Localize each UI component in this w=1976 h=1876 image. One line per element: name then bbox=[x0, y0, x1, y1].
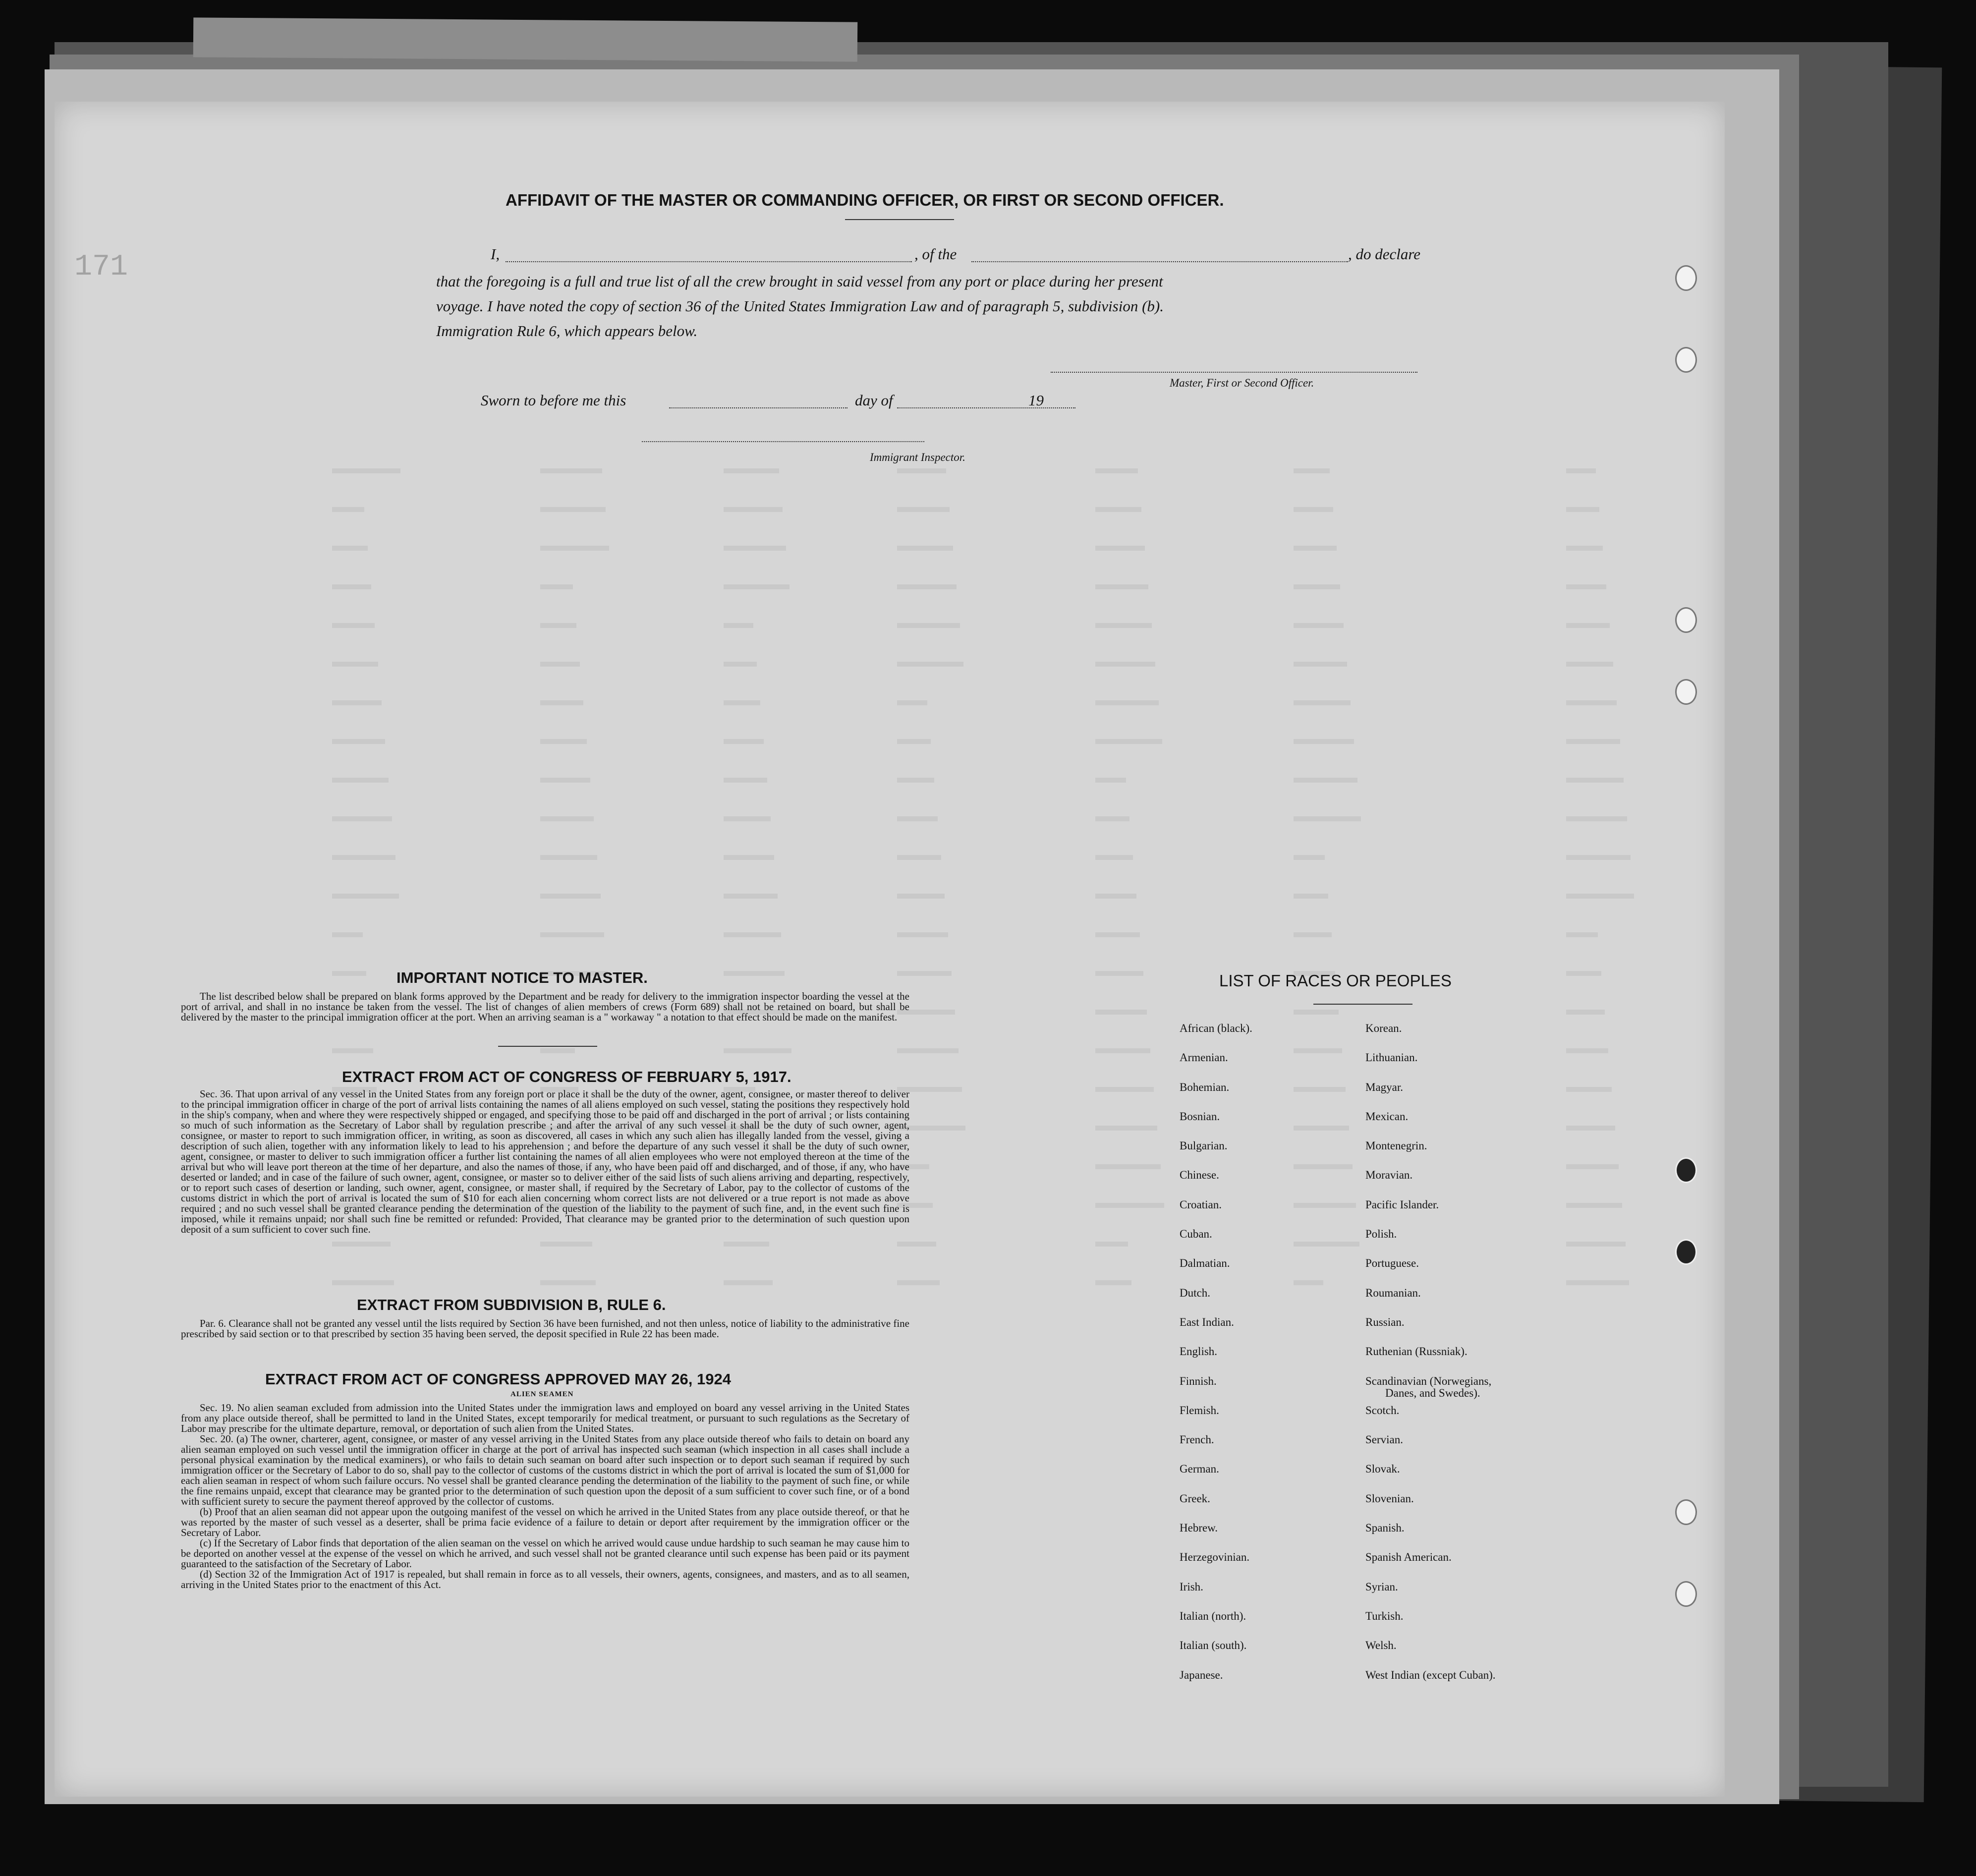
bleed-mark bbox=[540, 662, 580, 667]
race-item: Dalmatian. bbox=[1180, 1257, 1230, 1270]
affidavit-i-label: I, bbox=[491, 245, 500, 263]
bleed-mark bbox=[1566, 1242, 1626, 1247]
bleed-mark bbox=[332, 932, 363, 937]
bleed-mark bbox=[1095, 584, 1148, 589]
race-item: Slovenian. bbox=[1365, 1492, 1414, 1505]
bleed-mark bbox=[1294, 855, 1325, 860]
race-item: Bulgarian. bbox=[1180, 1139, 1228, 1152]
race-item: Cuban. bbox=[1180, 1228, 1212, 1241]
bleed-mark bbox=[724, 662, 757, 667]
race-item: Montenegrin. bbox=[1365, 1139, 1427, 1152]
punch-hole bbox=[1675, 1581, 1697, 1607]
manifest-page bbox=[55, 102, 1725, 1797]
bleed-mark bbox=[1095, 1010, 1147, 1015]
bleed-mark bbox=[724, 507, 783, 512]
bleed-mark bbox=[1566, 1164, 1619, 1169]
race-item: Irish. bbox=[1180, 1580, 1203, 1593]
bleed-mark bbox=[1566, 1048, 1608, 1053]
race-item: Croatian. bbox=[1180, 1198, 1222, 1211]
notice-paragraph: The list described below shall be prepared on blank forms approved by the Department and be ready for delivery to the immigration inspector boarding the vessel at the port of arrival, and shall in no instance be taken from the vessel. The list of changes of alien members of crews (Form 689) shall not be retained on board, but shall be delivered by the master to the principal immigration officer at the port. When an arriving seaman is a " workaway " a notation to that effect should be made on the manifest. bbox=[181, 990, 909, 1023]
day-of-label: day of bbox=[855, 392, 893, 409]
race-item: Armenian. bbox=[1180, 1051, 1228, 1064]
bleed-mark bbox=[1294, 700, 1351, 705]
sworn-day-field[interactable] bbox=[669, 407, 847, 408]
race-item: Lithuanian. bbox=[1365, 1051, 1418, 1064]
bleed-mark bbox=[1095, 1280, 1131, 1285]
race-item: Chinese. bbox=[1180, 1169, 1219, 1182]
bleed-mark bbox=[897, 623, 960, 628]
affidavit-body-line3: Immigration Rule 6, which appears below. bbox=[436, 322, 698, 340]
bleed-mark bbox=[1566, 507, 1599, 512]
bleed-mark bbox=[1095, 1048, 1150, 1053]
race-item: Korean. bbox=[1365, 1022, 1402, 1034]
bleed-mark bbox=[332, 584, 371, 589]
sworn-month-field[interactable] bbox=[897, 407, 1075, 408]
bleed-mark bbox=[897, 700, 927, 705]
race-item: Welsh. bbox=[1365, 1639, 1397, 1652]
bleed-mark bbox=[897, 816, 938, 821]
bleed-mark bbox=[332, 468, 400, 473]
bleed-mark bbox=[1566, 1203, 1622, 1208]
bleed-mark bbox=[540, 1280, 596, 1285]
race-item: Portuguese. bbox=[1365, 1257, 1419, 1270]
bleed-mark bbox=[540, 468, 602, 473]
section-rule bbox=[498, 1046, 597, 1047]
bleed-mark bbox=[897, 662, 963, 667]
race-item: African (black). bbox=[1180, 1022, 1252, 1034]
bleed-mark bbox=[1095, 623, 1152, 628]
bleed-mark bbox=[1095, 816, 1129, 821]
races-left-column bbox=[1180, 1023, 1252, 1699]
bleed-mark bbox=[1294, 1087, 1346, 1092]
bleed-mark bbox=[897, 546, 953, 551]
bleed-mark bbox=[1566, 662, 1613, 667]
extract-1924-title: EXTRACT FROM ACT OF CONGRESS APPROVED MAY 26, 1924 bbox=[265, 1370, 731, 1388]
title-rule bbox=[845, 219, 954, 220]
bleed-mark bbox=[724, 778, 767, 783]
officer-signature-line[interactable] bbox=[1051, 372, 1417, 373]
bleed-mark bbox=[1294, 1280, 1323, 1285]
bleed-mark bbox=[332, 1280, 394, 1285]
race-item: Scotch. bbox=[1365, 1404, 1400, 1417]
margin-number: 171 bbox=[74, 250, 128, 284]
bleed-mark bbox=[332, 739, 385, 744]
bleed-mark bbox=[1566, 932, 1598, 937]
bleed-mark bbox=[540, 546, 609, 551]
bleed-mark bbox=[540, 855, 597, 860]
bleed-mark bbox=[332, 623, 375, 628]
bleed-mark bbox=[332, 971, 366, 976]
race-item: Moravian. bbox=[1365, 1169, 1413, 1182]
bleed-mark bbox=[1566, 1280, 1629, 1285]
sheet-tab bbox=[193, 17, 858, 61]
bleed-mark bbox=[332, 546, 368, 551]
bleed-mark bbox=[1095, 1203, 1164, 1208]
race-item: English. bbox=[1180, 1345, 1218, 1358]
alien-seamen-subtitle: ALIEN SEAMEN bbox=[510, 1390, 574, 1398]
bleed-mark bbox=[724, 1242, 769, 1247]
name-field[interactable] bbox=[506, 261, 912, 262]
bleed-mark bbox=[724, 816, 771, 821]
bleed-mark bbox=[724, 623, 753, 628]
vessel-field[interactable] bbox=[971, 261, 1348, 262]
bleed-mark bbox=[897, 971, 952, 976]
bleed-mark bbox=[897, 778, 934, 783]
bleed-mark bbox=[1095, 468, 1138, 473]
race-item: Herzegovinian. bbox=[1180, 1551, 1250, 1564]
bleed-mark bbox=[1294, 507, 1333, 512]
race-item: Flemish. bbox=[1180, 1404, 1219, 1417]
race-item: Magyar. bbox=[1365, 1080, 1404, 1093]
bleed-mark bbox=[332, 816, 392, 821]
bleed-mark bbox=[897, 584, 957, 589]
bleed-mark bbox=[332, 855, 395, 860]
bleed-mark bbox=[332, 700, 382, 705]
bleed-mark bbox=[1095, 546, 1145, 551]
race-item: East Indian. bbox=[1180, 1315, 1234, 1328]
bleed-mark bbox=[1294, 1242, 1359, 1247]
bleed-mark bbox=[1095, 1087, 1154, 1092]
sec19-paragraph: Sec. 19. No alien seaman excluded from admission into the United States under the immigration laws and employed on board any vessel arriving in the United States from any place outside thereof, shall be permitted to land in the United States, except temporarily for medical treatment, or pursuant to such regulations as the Secretary of Labor may prescribe for the ultimate departure, removal, or deportation of such alien from the United States. bbox=[181, 1402, 909, 1434]
race-item: Bohemian. bbox=[1180, 1080, 1230, 1093]
bleed-mark bbox=[1566, 546, 1603, 551]
bleed-mark bbox=[724, 971, 785, 976]
bleed-mark bbox=[1566, 700, 1617, 705]
bleed-mark bbox=[1095, 932, 1140, 937]
punch-hole bbox=[1675, 607, 1697, 633]
bleed-mark bbox=[724, 1048, 791, 1053]
sec20a-paragraph: Sec. 20. (a) The owner, charterer, agent, consignee, or master of any vessel arriving in the United States from any place outside thereof who fails to detain on board any alien seaman employed on such vessel until the immigration officer in charge at the port of arrival has inspected such seaman (which inspection in all cases shall include a personal physical examination by the medical examiners), or who fails to detain such seaman on board after such inspection or to deport such seaman if required by such immigration officer or the Secretary of Labor to do so, shall pay to the collector of customs of the customs district in which the port of arrival is located the sum of $1,000 for each alien seaman in respect of whom such failure occurs. No vessel shall be granted clearance pending the determination of the liability to the payment of such fine, or while the fine remains unpaid, except that clearance may be granted prior to the determination of such question upon the deposit of a sum sufficient to cover such fine, or of a bond with sufficient surety to secure the payment thereof approved by the collector of customs. bbox=[181, 1433, 909, 1507]
bleed-mark bbox=[540, 700, 583, 705]
bleed-mark bbox=[1566, 468, 1596, 473]
sec20b-paragraph: (b) Proof that an alien seaman did not appear upon the outgoing manifest of the vessel on which he arrived in the United States from any place outside thereof, or that he was reported by the master of such vessel as a deserter, shall be prima facie evidence of a failure to detain or deport after requirement by the immigration officer or the Secretary of Labor. bbox=[181, 1506, 909, 1538]
race-item: Syrian. bbox=[1365, 1580, 1398, 1593]
race-item: Japanese. bbox=[1180, 1668, 1223, 1681]
bleed-mark bbox=[1566, 855, 1631, 860]
extract-rule6-text bbox=[181, 1318, 909, 1339]
par6-paragraph: Par. 6. Clearance shall not be granted any vessel until the lists required by Section 36 have been furnished, and not then unless, notice of liability to the administrative fine prescribed by said section or to that prescribed by section 35 having been served, the deposit specified in Rule 22 has been made. bbox=[181, 1317, 909, 1340]
bleed-mark bbox=[724, 1280, 773, 1285]
bleed-mark bbox=[1095, 971, 1143, 976]
extract-1917-text bbox=[181, 1089, 909, 1235]
bleed-mark bbox=[1294, 1203, 1356, 1208]
bleed-mark bbox=[1566, 816, 1627, 821]
notice-title: IMPORTANT NOTICE TO MASTER. bbox=[396, 969, 648, 986]
bleed-mark bbox=[332, 662, 378, 667]
inspector-caption: Immigrant Inspector. bbox=[870, 451, 965, 463]
bleed-mark bbox=[1566, 971, 1601, 976]
race-item: Pacific Islander. bbox=[1365, 1198, 1439, 1211]
race-item: Roumanian. bbox=[1365, 1286, 1421, 1299]
bleed-mark bbox=[332, 778, 389, 783]
sec20d-paragraph: (d) Section 32 of the Immigration Act of 1917 is repealed, but shall remain in force as to all vessels, their owners, agents, consignees, and masters, and as to all seamen, arriving in the United States prior to the enactment of this Act. bbox=[181, 1568, 909, 1591]
race-item: Slovak. bbox=[1365, 1463, 1400, 1476]
bleed-mark bbox=[1294, 778, 1357, 783]
bleed-mark bbox=[897, 1242, 936, 1247]
race-item: Danes, and Swedes). bbox=[1385, 1386, 1480, 1399]
bleed-mark bbox=[540, 584, 573, 589]
bleed-mark bbox=[1566, 1126, 1615, 1131]
notice-text bbox=[181, 991, 909, 1023]
bleed-mark bbox=[332, 894, 399, 899]
race-item: German. bbox=[1180, 1463, 1219, 1476]
bleed-mark bbox=[1566, 584, 1606, 589]
bleed-mark bbox=[1294, 894, 1328, 899]
bleed-mark bbox=[897, 932, 948, 937]
bleed-mark bbox=[724, 739, 764, 744]
affidavit-title: AFFIDAVIT OF THE MASTER OR COMMANDING OFFICER, OR FIRST OR SECOND OFFICER. bbox=[506, 191, 1224, 209]
bleed-mark bbox=[897, 1048, 959, 1053]
bleed-mark bbox=[724, 584, 790, 589]
bleed-mark bbox=[1294, 584, 1340, 589]
affidavit-of-the-label: , of the bbox=[914, 245, 957, 263]
bleed-mark bbox=[1095, 855, 1133, 860]
bleed-mark bbox=[897, 507, 950, 512]
bleed-mark bbox=[1294, 468, 1330, 473]
bleed-mark bbox=[724, 855, 774, 860]
bleed-mark bbox=[1095, 507, 1141, 512]
bleed-mark bbox=[1566, 1010, 1605, 1015]
affidavit-declare-label: , do declare bbox=[1348, 245, 1421, 263]
bleed-mark bbox=[724, 468, 779, 473]
race-item: French. bbox=[1180, 1433, 1214, 1446]
bleed-mark bbox=[1294, 739, 1354, 744]
race-item: Ruthenian (Russniak). bbox=[1365, 1345, 1468, 1358]
race-item: Spanish. bbox=[1365, 1522, 1405, 1535]
bleed-mark bbox=[1294, 1126, 1349, 1131]
bleed-mark bbox=[1095, 894, 1136, 899]
races-right-column bbox=[1365, 1023, 1496, 1699]
bleed-mark bbox=[897, 1280, 940, 1285]
sworn-label: Sworn to before me this bbox=[481, 392, 626, 409]
race-item: Servian. bbox=[1365, 1433, 1404, 1446]
race-item: Mexican. bbox=[1365, 1110, 1409, 1123]
bleed-mark bbox=[1095, 739, 1162, 744]
bleed-mark bbox=[724, 546, 786, 551]
race-item: Finnish. bbox=[1180, 1374, 1217, 1387]
bleed-mark bbox=[540, 778, 590, 783]
bleed-mark bbox=[1294, 932, 1332, 937]
bleed-mark bbox=[540, 739, 587, 744]
bleed-mark bbox=[724, 932, 781, 937]
bleed-mark bbox=[897, 894, 945, 899]
race-item: Dutch. bbox=[1180, 1286, 1210, 1299]
bleed-mark bbox=[724, 700, 760, 705]
races-title-rule bbox=[1313, 1004, 1412, 1005]
bleed-mark bbox=[1095, 1164, 1161, 1169]
races-title: LIST OF RACES OR PEOPLES bbox=[1219, 971, 1452, 990]
bleed-mark bbox=[540, 623, 576, 628]
bleed-mark bbox=[332, 507, 364, 512]
bleed-mark bbox=[1294, 1010, 1339, 1015]
bleed-mark bbox=[897, 468, 946, 473]
bleed-mark bbox=[1566, 623, 1610, 628]
extract-rule6-title: EXTRACT FROM SUBDIVISION B, RULE 6. bbox=[357, 1296, 666, 1313]
race-item: Italian (north). bbox=[1180, 1609, 1246, 1622]
bleed-mark bbox=[1566, 739, 1620, 744]
bleed-mark bbox=[897, 855, 941, 860]
sec36-paragraph: Sec. 36. That upon arrival of any vessel in the United States from any foreign port or place it shall be the duty of the owner, agent, consignee, or master thereof to deliver to the principal immigration officer in charge of the port of arrival lists containing the names of all aliens employed on such vessel, stating the positions they respectively hold in the ship's company, when and where they were respectively shipped or engaged, and specifying those to be paid off and discharged in the port of arrival ; or lists containing so much of such information as the Secretary of Labor shall by regulation prescribe ; and after the arrival of any such vessel it shall be the duty of such owner, agent, consignee, or master to report to such immigration officer, in writing, as soon as discovered, all cases in which any such alien has illegally landed from the vessel, giving a description of such alien, together with any information likely to lead to his apprehension ; and before the departure of any such vessel it shall be the duty of such owner, agent, consignee, or master to deliver to such immigration officer a further list containing the names of all alien employees who were not employed thereon at the time of the arrival but who will leave port thereon at the time of her departure, and also the names of those, if any, who have been paid off and discharged, and of those, if any, who have deserted or landed; and in case of the failure of such owner, agent, consignee, or master so to deliver either of the said lists of such aliens arriving and departing, respectively, or to report such cases of desertion or landing, such owner, agent, consignee, or master shall, if required by the Secretary of Labor, pay to the collector of customs of the customs district in which the port of arrival is located the sum of $10 for each alien concerning whom correct lists are not delivered or a true report is not made as above required ; and no such vessel shall be granted clearance pending the determination of the question of the liability to the payment of such fine, and, in the event such fine is imposed, while it remains unpaid; nor shall such fine be remitted or refunded: Provided, That clearance may be granted prior to the determination of such question upon deposit of a sum sufficient to cover such fine. bbox=[181, 1088, 909, 1235]
punch-hole bbox=[1675, 347, 1697, 373]
affidavit-body-line2: voyage. I have noted the copy of section 36 of the United States Immigration Law and of paragraph 5, subdivision (b). bbox=[436, 297, 1164, 315]
punch-hole bbox=[1675, 1157, 1697, 1183]
bleed-mark bbox=[1294, 816, 1361, 821]
punch-hole bbox=[1675, 1499, 1697, 1525]
bleed-mark bbox=[540, 1242, 592, 1247]
sec20c-paragraph: (c) If the Secretary of Labor finds that deportation of the alien seaman on the vessel on which he arrived would cause undue hardship to such seaman he may cause him to be deported on another vessel at the expense of the vessel on which he arrived, and such vessel shall not be granted clearance until such expense has been paid or its payment guaranteed to the satisfaction of the Secretary of Labor. bbox=[181, 1537, 909, 1570]
bleed-mark bbox=[540, 932, 604, 937]
bleed-mark bbox=[1566, 894, 1634, 899]
extract-1924-text bbox=[181, 1403, 909, 1590]
extract-1917-title: EXTRACT FROM ACT OF CONGRESS OF FEBRUARY 5, 1917. bbox=[342, 1068, 791, 1085]
race-item: Italian (south). bbox=[1180, 1639, 1247, 1652]
punch-hole bbox=[1675, 1239, 1697, 1265]
punch-hole bbox=[1675, 265, 1697, 291]
race-item: Hebrew. bbox=[1180, 1522, 1218, 1535]
bleed-mark bbox=[1095, 1126, 1157, 1131]
bleed-mark bbox=[540, 816, 594, 821]
bleed-mark bbox=[724, 894, 778, 899]
bleed-mark bbox=[1095, 662, 1155, 667]
bleed-mark bbox=[1095, 1242, 1128, 1247]
officer-caption: Master, First or Second Officer. bbox=[1170, 377, 1314, 389]
bleed-mark bbox=[1294, 623, 1344, 628]
race-item: Polish. bbox=[1365, 1228, 1397, 1241]
bleed-mark bbox=[540, 1048, 575, 1053]
year-label: 19 bbox=[1028, 392, 1044, 409]
race-item: Greek. bbox=[1180, 1492, 1210, 1505]
bleed-mark bbox=[1294, 1048, 1342, 1053]
bleed-mark bbox=[1095, 700, 1159, 705]
bleed-mark bbox=[1294, 546, 1337, 551]
race-item: Russian. bbox=[1365, 1315, 1405, 1328]
race-item: Turkish. bbox=[1365, 1609, 1404, 1622]
race-item: Spanish American. bbox=[1365, 1551, 1452, 1564]
bleed-mark bbox=[1566, 778, 1624, 783]
bleed-mark bbox=[897, 739, 931, 744]
race-item: West Indian (except Cuban). bbox=[1365, 1668, 1496, 1681]
punch-hole bbox=[1675, 679, 1697, 705]
bleed-mark bbox=[1095, 778, 1126, 783]
bleed-mark bbox=[332, 1242, 391, 1247]
inspector-signature-line[interactable] bbox=[642, 441, 924, 442]
race-item: Scandinavian (Norwegians, bbox=[1365, 1374, 1492, 1387]
bleed-mark bbox=[1566, 1087, 1612, 1092]
bleed-mark bbox=[1294, 1164, 1353, 1169]
race-item: Bosnian. bbox=[1180, 1110, 1220, 1123]
bleed-mark bbox=[332, 1048, 373, 1053]
bleed-mark bbox=[1294, 662, 1347, 667]
affidavit-body-line1: that the foregoing is a full and true list of all the crew brought in said vessel from any port or place during her present bbox=[436, 273, 1163, 290]
bleed-mark bbox=[540, 894, 601, 899]
bleed-mark bbox=[540, 507, 606, 512]
